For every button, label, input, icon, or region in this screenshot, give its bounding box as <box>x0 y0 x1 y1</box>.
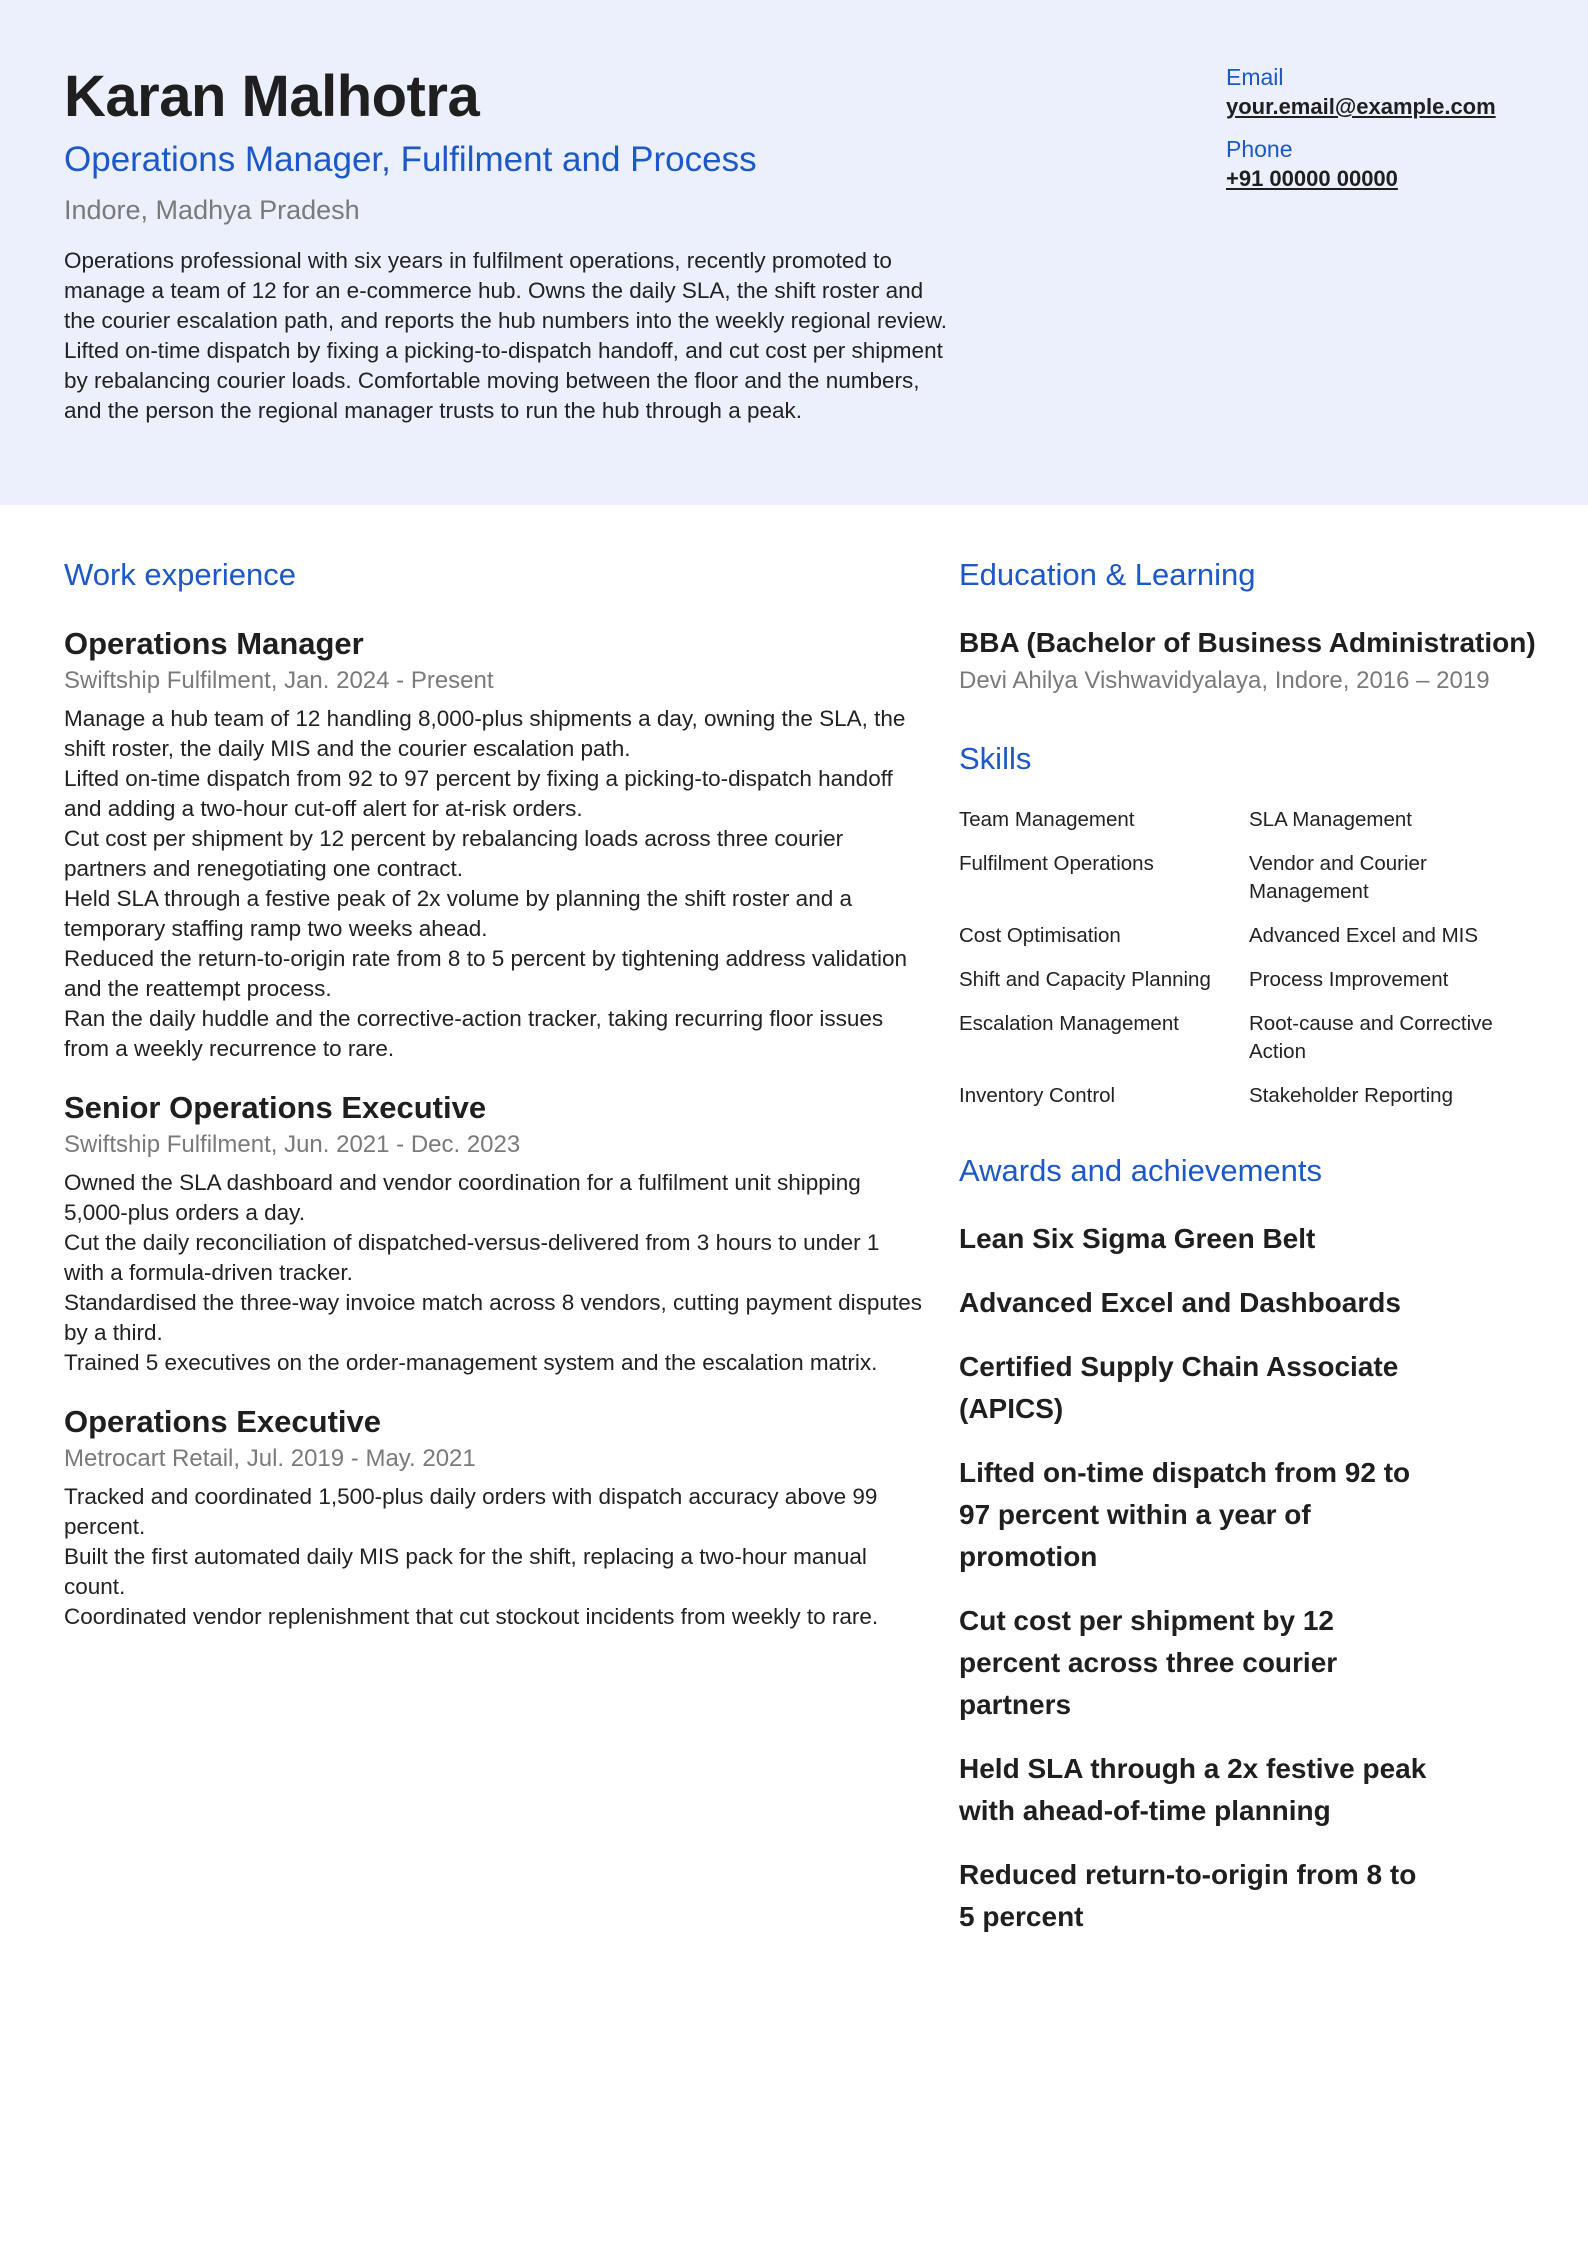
job-company-dates: Swiftship Fulfilment, Jan. 2024 - Present <box>64 667 494 694</box>
awards-heading: Awards and achievements <box>959 1153 1323 1188</box>
profile-summary: Operations professional with six years in fulfilment operations, recently promoted to manage a team of 12 for an e-commerce hub. Owns the daily SLA, the shift roster and the courier escalation path, and reports the hub numbers into the weekly regional review. Lifted on-time dispatch by fixing a picking-to-dispatch handoff, and cut cost per shipment by rebalancing courier loads. Comfortable moving between the floor and the numbers, and the person the regional manager trusts to run the hub through a peak. <box>64 248 948 423</box>
degree-institution-dates: Devi Ahilya Vishwavidyalaya, Indore, 2016 – 2019 <box>959 667 1490 694</box>
candidate-location: Indore, Madhya Pradesh <box>64 195 360 225</box>
award-item: Held SLA through a 2x festive peak with ahead-of-time planning <box>959 1753 1427 1826</box>
job-bullet: Reduced the return-to-origin rate from 8 to 5 percent by tightening address validation and the reattempt process. <box>64 946 907 1001</box>
skill-item: Escalation Management <box>959 1012 1179 1035</box>
work-experience-column <box>64 550 924 1632</box>
job-company-dates: Metrocart Retail, Jul. 2019 - May. 2021 <box>64 1445 476 1472</box>
skill-item: Team Management <box>959 808 1135 831</box>
skill-item: Root-cause and Corrective Action <box>1249 1012 1493 1063</box>
award-item: Advanced Excel and Dashboards <box>959 1287 1401 1318</box>
job-bullet: Owned the SLA dashboard and vendor coordination for a fulfilment unit shipping 5,000-plus orders a day. <box>64 1170 861 1225</box>
job-bullet: Trained 5 executives on the order-management system and the escalation matrix. <box>64 1350 878 1375</box>
skill-item: Inventory Control <box>959 1084 1116 1107</box>
skill-item: SLA Management <box>1249 808 1412 831</box>
sidebar-column <box>959 550 1559 1938</box>
skills-heading: Skills <box>959 741 1032 776</box>
candidate-role: Operations Manager, Fulfilment and Process <box>64 140 757 179</box>
award-item: Certified Supply Chain Associate (APICS) <box>959 1351 1399 1424</box>
job-title: Operations Executive <box>64 1404 382 1439</box>
contact-block <box>1226 62 1566 206</box>
skill-item: Process Improvement <box>1249 968 1449 991</box>
job-bullet: Lifted on-time dispatch from 92 to 97 percent by fixing a picking-to-dispatch handoff and adding a two-hour cut-off alert for at-risk orders. <box>64 766 893 821</box>
award-item: Reduced return-to-origin from 8 to 5 percent <box>959 1859 1417 1932</box>
skill-item: Cost Optimisation <box>959 924 1121 947</box>
job-bullet: Tracked and coordinated 1,500-plus daily orders with dispatch accuracy above 99 percent. <box>64 1484 878 1539</box>
job-bullet: Manage a hub team of 12 handling 8,000-plus shipments a day, owning the SLA, the shift roster, the daily MIS and the courier escalation path. <box>64 706 906 761</box>
job-bullet: Coordinated vendor replenishment that cut stockout incidents from weekly to rare. <box>64 1604 879 1629</box>
education-heading: Education & Learning <box>959 557 1256 592</box>
award-item: Lifted on-time dispatch from 92 to 97 percent within a year of promotion <box>959 1457 1411 1572</box>
job-bullet: Ran the daily huddle and the corrective-action tracker, taking recurring floor issues from a weekly recurrence to rare. <box>64 1006 884 1061</box>
skill-item: Fulfilment Operations <box>959 852 1154 875</box>
job-bullet-list <box>64 1168 924 1378</box>
skill-item: Shift and Capacity Planning <box>959 968 1211 991</box>
job-title: Operations Manager <box>64 626 364 661</box>
work-experience-heading: Work experience <box>64 557 297 592</box>
job-bullet: Cut the daily reconciliation of dispatched-versus-delivered from 3 hours to under 1 with a formula-driven tracker. <box>64 1230 880 1285</box>
job-bullet-list <box>64 704 924 1064</box>
skill-item: Stakeholder Reporting <box>1249 1084 1453 1107</box>
job-company-dates: Swiftship Fulfilment, Jun. 2021 - Dec. 2023 <box>64 1131 521 1158</box>
header-band <box>0 0 1588 505</box>
job-bullet: Held SLA through a festive peak of 2x volume by planning the shift roster and a temporary staffing ramp two weeks ahead. <box>64 886 852 941</box>
email-label: Email <box>1226 64 1284 90</box>
phone-label: Phone <box>1226 136 1293 162</box>
job-bullet: Standardised the three-way invoice match across 8 vendors, cutting payment disputes by a third. <box>64 1290 922 1345</box>
candidate-name: Karan Malhotra <box>64 64 480 129</box>
skill-item: Vendor and Courier Management <box>1249 852 1427 903</box>
award-item: Lean Six Sigma Green Belt <box>959 1223 1316 1254</box>
job-bullet: Built the first automated daily MIS pack for the shift, replacing a two-hour manual count. <box>64 1544 867 1599</box>
degree-title: BBA (Bachelor of Business Administration) <box>959 627 1536 658</box>
job-bullet: Cut cost per shipment by 12 percent by rebalancing loads across three courier partners and renegotiating one contract. <box>64 826 844 881</box>
job-entry <box>64 624 924 1064</box>
email-link[interactable]: your.email@example.com <box>1226 94 1496 119</box>
award-item: Cut cost per shipment by 12 percent across three courier partners <box>959 1605 1338 1720</box>
job-entry <box>64 1088 924 1378</box>
job-entry <box>64 1402 924 1632</box>
skills-grid <box>959 806 1559 1126</box>
skill-item: Advanced Excel and MIS <box>1249 924 1479 947</box>
phone-link[interactable]: +91 00000 00000 <box>1226 166 1398 191</box>
job-bullet-list <box>64 1482 924 1632</box>
job-title: Senior Operations Executive <box>64 1090 487 1125</box>
